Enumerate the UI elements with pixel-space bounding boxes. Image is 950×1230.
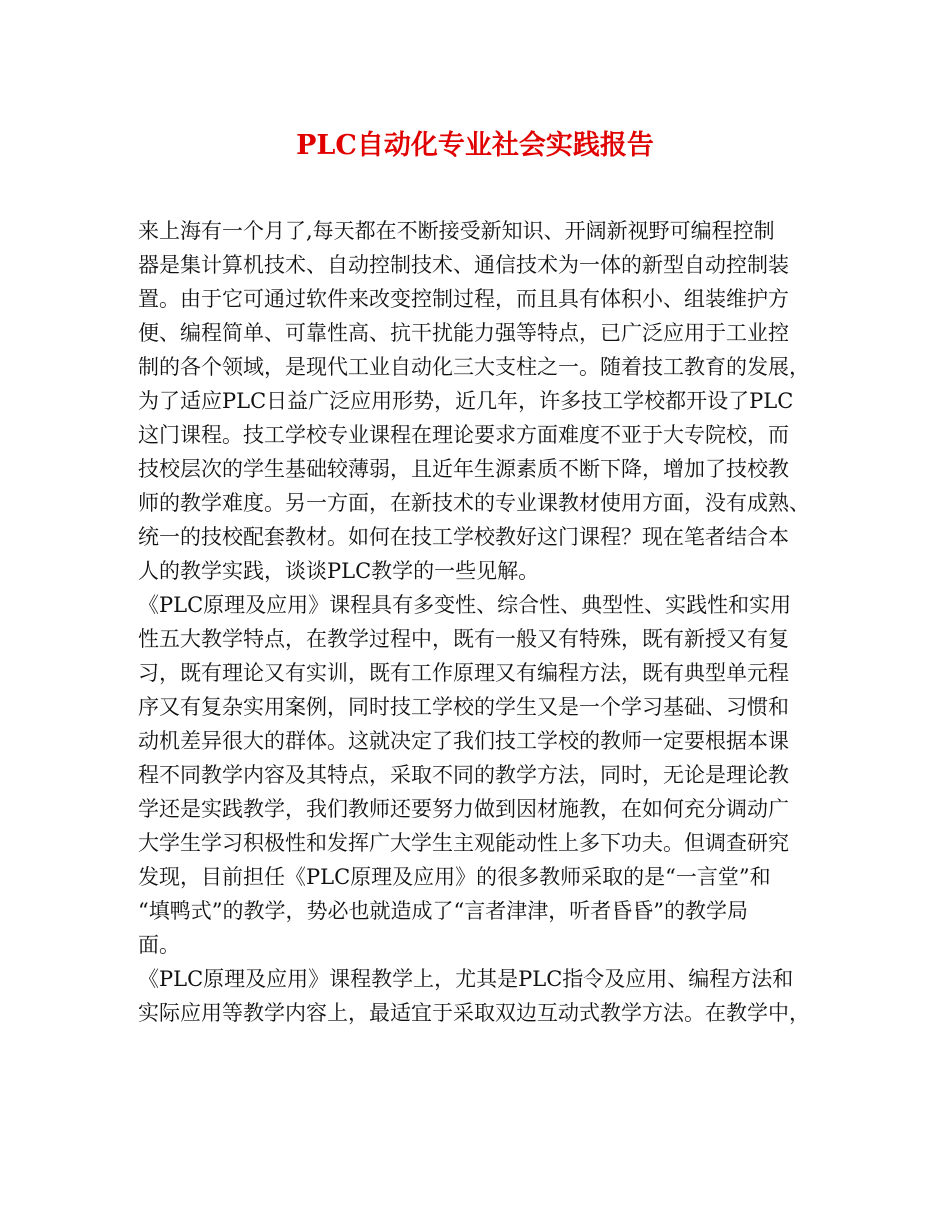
text-line: 这门课程。技工学校专业课程在理论要求方面难度不亚于大专院校，而 (138, 423, 789, 447)
text-line: 统一的技校配套教材。如何在技工学校教好这门课程？现在笔者结合本 (138, 525, 789, 549)
text-line: “填鸭式”的教学，势必也就造成了“言者津津，听者昏昏”的教学局 (138, 899, 748, 923)
document-body (138, 214, 828, 1030)
text-line: 序又有复杂实用案例，同时技工学校的学生又是一个学习基础、习惯和 (138, 695, 789, 719)
text-line: 为了适应PLC日益广泛应用形势，近几年，许多技工学校都开设了PLC (138, 389, 794, 413)
text-line: 实际应用等教学内容上，最适宜于采取双边互动式教学方法。在教学中， (138, 1001, 810, 1025)
text-line: 人的教学实践，谈谈PLC教学的一些见解。 (138, 559, 540, 583)
text-line: 技校层次的学生基础较薄弱，且近年生源素质不断下降，增加了技校教 (138, 457, 789, 481)
text-line: 便、编程简单、可靠性高、抗干扰能力强等特点，已广泛应用于工业控 (138, 321, 789, 345)
text-line: 学还是实践教学，我们教师还要努力做到因材施教，在如何充分调动广 (138, 797, 789, 821)
text-line: 发现，目前担任《PLC原理及应用》的很多教师采取的是“一言堂”和 (138, 865, 771, 889)
text-line: 程不同教学内容及其特点，采取不同的教学方法，同时，无论是理论教 (138, 763, 789, 787)
text-line: 《PLC原理及应用》课程具有多变性、综合性、典型性、实践性和实用 (138, 593, 792, 617)
text-line: 器是集计算机技术、自动控制技术、通信技术为一体的新型自动控制装 (138, 253, 789, 277)
text-line: 大学生学习积极性和发挥广大学生主观能动性上多下功夫。但调查研究 (138, 831, 789, 855)
text-line: 习，既有理论又有实训，既有工作原理又有编程方法，既有典型单元程 (138, 661, 789, 685)
text-line: 置。由于它可通过软件来改变控制过程，而且具有体积小、组装维护方 (138, 287, 789, 311)
text-line: 制的各个领域，是现代工业自动化三大支柱之一。随着技工教育的发展， (138, 355, 810, 379)
text-line: 师的教学难度。另一方面，在新技术的专业课教材使用方面，没有成熟、 (138, 491, 810, 515)
document-title: PLC自动化专业社会实践报告 (296, 130, 654, 161)
text-line: 动机差异很大的群体。这就决定了我们技工学校的教师一定要根据本课 (138, 729, 789, 753)
text-line: 《PLC原理及应用》课程教学上，尤其是PLC指令及应用、编程方法和 (138, 967, 794, 991)
text-line: 性五大教学特点，在教学过程中，既有一般又有特殊，既有新授又有复 (138, 627, 789, 651)
text-line: 面。 (138, 933, 180, 957)
text-line: 来上海有一个月了,每天都在不断接受新知识、开阔新视野可编程控制 (138, 219, 775, 243)
